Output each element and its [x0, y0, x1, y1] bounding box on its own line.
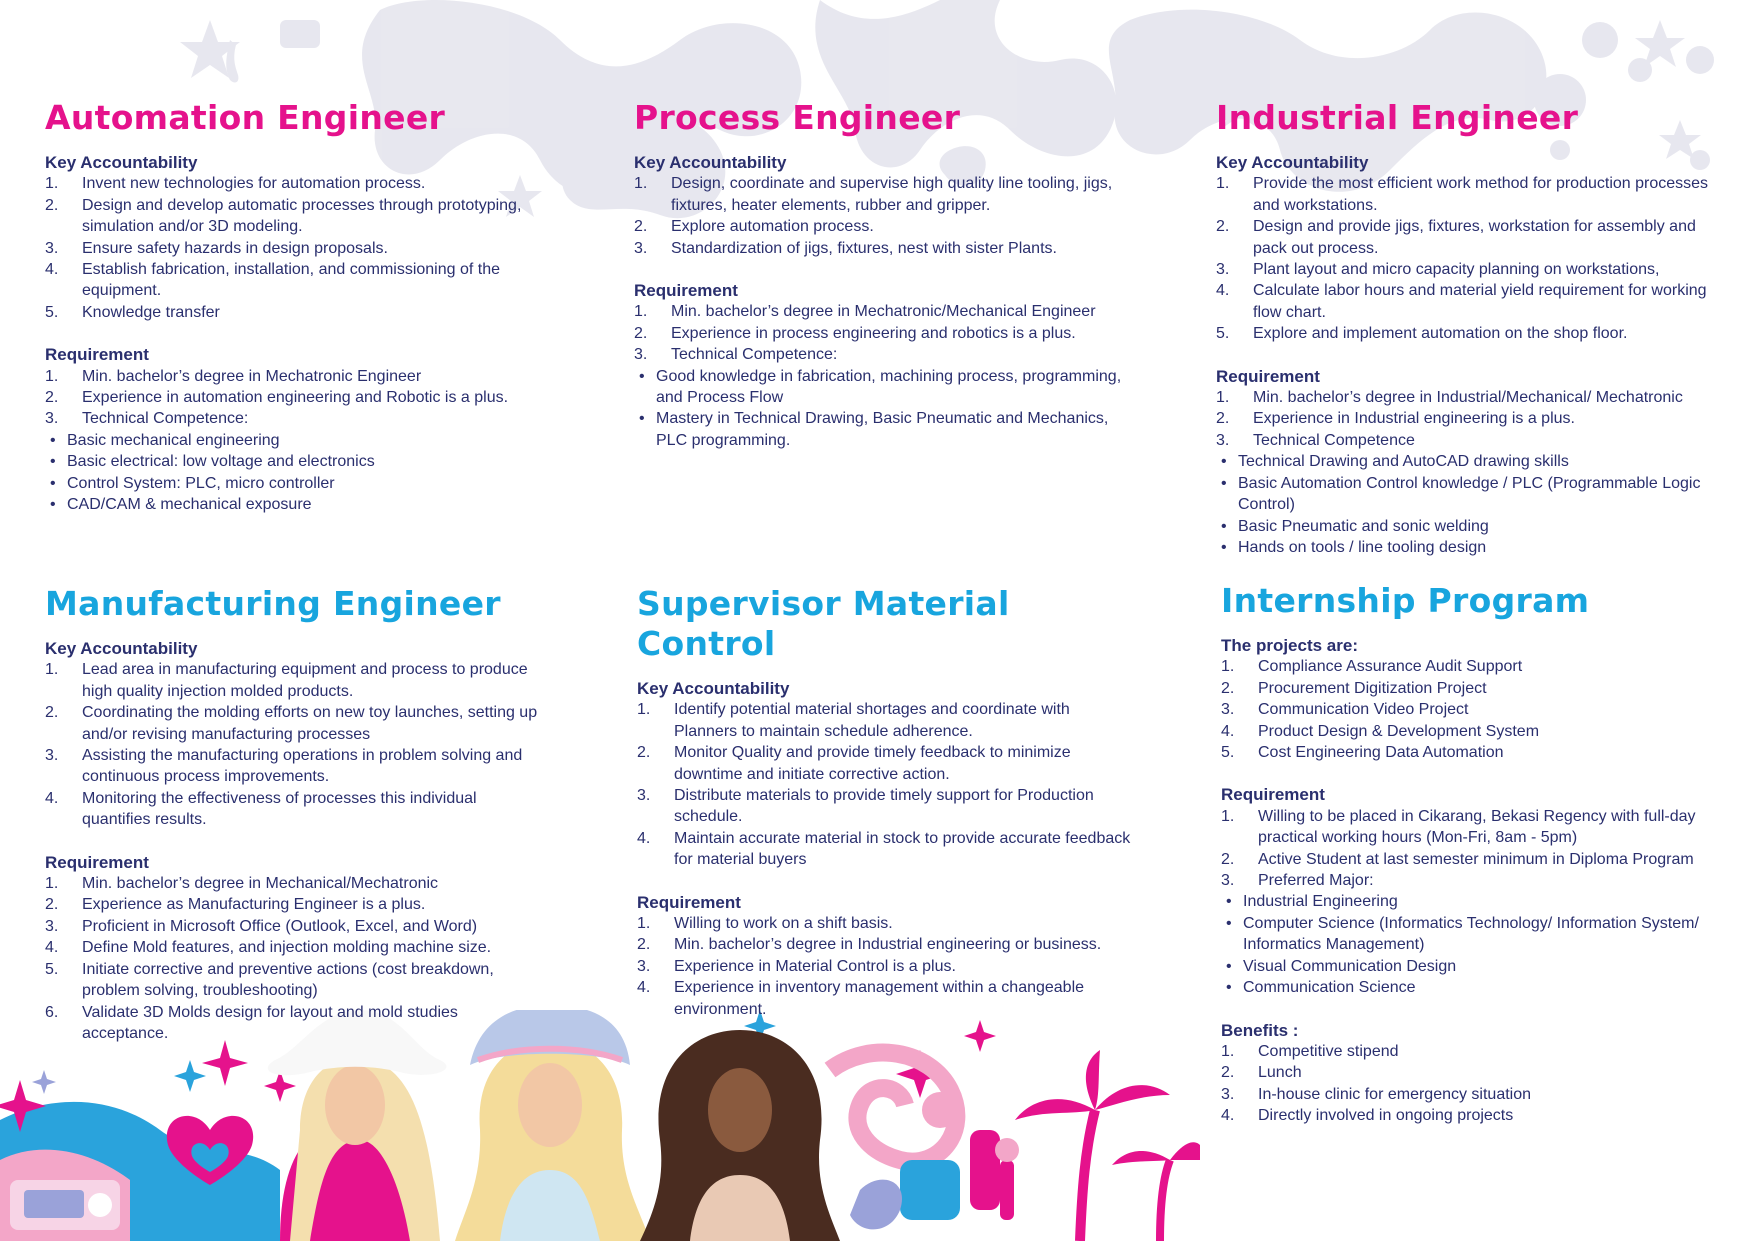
list-item: 3. Assisting the manufacturing operations in problem solving and continuous process improvements.	[45, 747, 523, 786]
list-item: 4. Establish fabrication, installation, and commissioning of the equipment.	[45, 261, 500, 300]
list-item: 1. Willing to work on a shift basis.	[637, 915, 893, 933]
list-item: 2. Experience as Manufacturing Engineer is a plus.	[45, 896, 426, 914]
bullet-item: • Basic electrical: low voltage and electronics	[45, 451, 545, 472]
title-internship-program: Internship Program	[1221, 581, 1590, 620]
list-item: 5. Explore and implement automation on the shop floor.	[1216, 325, 1628, 343]
list-item: 2. Min. bachelor’s degree in Industrial engineering or business.	[637, 936, 1102, 954]
key-accountability-list	[1216, 173, 1726, 344]
requirement-label: Requirement	[634, 281, 738, 301]
list-item: 2. Experience in process engineering and robotics is a plus.	[634, 324, 1076, 342]
section-manufacturing-engineer	[45, 584, 545, 1044]
list-item: 1. Invent new technologies for automation process.	[45, 175, 426, 193]
section-process-engineer	[634, 98, 1134, 451]
list-item: 1. Min. bachelor’s degree in Industrial/Mechanical/ Mechatronic	[1216, 389, 1683, 407]
list-item: 3. In-house clinic for emergency situation	[1221, 1085, 1532, 1103]
list-item: 1. Min. bachelor’s degree in Mechatronic Engineer	[45, 367, 422, 385]
camera-icon	[10, 1180, 120, 1230]
key-accountability-label: Key Accountability	[637, 679, 790, 698]
list-item: 2. Active Student at last semester minimum in Diploma Program	[1221, 850, 1694, 868]
key-accountability-list	[634, 173, 1134, 259]
list-item: 3. Technical Competence:	[634, 346, 838, 364]
list-item: 5. Cost Engineering Data Automation	[1221, 744, 1504, 762]
key-accountability-label: Key Accountability	[45, 153, 198, 172]
title-manufacturing-engineer: Manufacturing Engineer	[45, 584, 501, 623]
requirement-list	[45, 873, 545, 1044]
requirement-list	[1216, 387, 1726, 451]
bullet-item: • Basic Automation Control knowledge / PLC (Programmable Logic Control)	[1216, 473, 1726, 516]
list-item: 2. Lunch	[1221, 1064, 1302, 1082]
list-item: 4. Calculate labor hours and material yield requirement for working flow chart.	[1216, 282, 1707, 321]
list-item: 4. Product Design & Development System	[1221, 722, 1540, 740]
doll-cowgirl	[268, 1010, 447, 1241]
list-item: 3. Communication Video Project	[1221, 701, 1469, 719]
list-item: 2. Coordinating the molding efforts on new toy launches, setting up and/or revising manufacturing processes	[45, 704, 538, 743]
list-item: 1. Competitive stipend	[1221, 1042, 1399, 1060]
section-automation-engineer	[45, 98, 545, 516]
bullet-item: • Hands on tools / line tooling design	[1216, 537, 1726, 558]
preferred-major-bullet-list	[1221, 891, 1731, 998]
requirement-label: Requirement	[45, 345, 149, 365]
projects-label: The projects are:	[1221, 636, 1358, 655]
title-process-engineer: Process Engineer	[634, 98, 961, 137]
list-item: 3. Preferred Major:	[1221, 872, 1374, 890]
bullet-item: • Technical Drawing and AutoCAD drawing skills	[1216, 451, 1726, 472]
list-item: 1. Willing to be placed in Cikarang, Bekasi Regency with full-day practical working hours (Mon-Fri, 8am - 5pm)	[1221, 807, 1696, 847]
list-item: 3. Plant layout and micro capacity planning on workstations,	[1216, 261, 1660, 279]
key-accountability-label: Key Accountability	[634, 153, 787, 172]
requirement-list	[637, 913, 1137, 1020]
bullet-item: • Control System: PLC, micro controller	[45, 473, 545, 494]
list-item: 2. Monitor Quality and provide timely feedback to minimize downtime and initiate corrective action.	[637, 744, 1071, 783]
list-item: 5. Knowledge transfer	[45, 303, 220, 321]
list-item: 1. Compliance Assurance Audit Support	[1221, 658, 1523, 676]
list-item: 6. Validate 3D Molds design for layout and mold studies acceptance.	[45, 1003, 458, 1042]
doll-illustration	[0, 1010, 1200, 1241]
list-item: 2. Experience in automation engineering and Robotic is a plus.	[45, 389, 509, 407]
list-item: 2. Procurement Digitization Project	[1221, 679, 1487, 697]
list-item: 1. Design, coordinate and supervise high quality line tooling, jigs, fixtures, heater elements, rubber and gripper.	[634, 175, 1113, 214]
title-automation-engineer: Automation Engineer	[45, 98, 446, 137]
list-item: 3. Proficient in Microsoft Office (Outlook, Excel, and Word)	[45, 917, 478, 935]
section-supervisor-material-control	[637, 584, 1137, 1020]
key-accountability-list	[45, 659, 545, 830]
key-accountability-list	[637, 699, 1137, 870]
bullet-item: • Industrial Engineering	[1221, 891, 1731, 912]
list-item: 4. Directly involved in ongoing projects	[1221, 1107, 1514, 1125]
palm-tree-icon	[995, 1050, 1200, 1241]
section-internship-program	[1221, 581, 1731, 1127]
list-item: 1. Lead area in manufacturing equipment and process to produce high quality injection molded products.	[45, 661, 528, 700]
list-item: 1. Min. bachelor’s degree in Mechatronic/Mechanical Engineer	[634, 303, 1096, 321]
requirement-list	[634, 301, 1134, 365]
requirement-label: Requirement	[45, 852, 149, 872]
requirement-list	[45, 366, 545, 430]
bullet-item: • Computer Science (Informatics Technology/ Information System/ Informatics Management)	[1221, 913, 1731, 956]
bullet-item: • Communication Science	[1221, 977, 1731, 998]
doll-dark-hair	[640, 1030, 840, 1241]
title-supervisor-material-control: Supervisor Material Control	[637, 584, 1010, 663]
list-item: 1. Identify potential material shortages and coordinate with Planners to maintain schedule adherence.	[637, 701, 1070, 740]
bullet-item: • Visual Communication Design	[1221, 956, 1731, 977]
key-accountability-list	[45, 173, 545, 323]
section-industrial-engineer	[1216, 98, 1726, 558]
bullet-item: • Good knowledge in fabrication, machining process, programming, and Process Flow	[634, 366, 1134, 409]
bullet-item: • Basic mechanical engineering	[45, 430, 545, 451]
bullet-item: • CAD/CAM & mechanical exposure	[45, 494, 545, 515]
list-item: 1. Min. bachelor’s degree in Mechanical/Mechatronic	[45, 875, 439, 893]
list-item: 3. Technical Competence	[1216, 431, 1415, 449]
competence-bullet-list	[45, 430, 545, 516]
list-item: 2. Design and develop automatic processes through prototyping, simulation and/or 3D modeling.	[45, 196, 522, 236]
list-item: 2. Design and provide jigs, fixtures, workstation for assembly and pack out process.	[1216, 218, 1696, 257]
list-item: 4. Experience in inventory management within a changeable environment.	[637, 979, 1085, 1018]
bullet-item: • Basic Pneumatic and sonic welding	[1216, 516, 1726, 537]
list-item: 2. Explore automation process.	[634, 218, 874, 236]
requirement-label: Requirement	[1216, 366, 1320, 386]
list-item: 4. Monitoring the effectiveness of processes this individual quantifies results.	[45, 789, 477, 829]
projects-list	[1221, 656, 1731, 763]
competence-bullet-list	[1216, 451, 1726, 558]
benefits-list	[1221, 1041, 1731, 1127]
requirement-label: Requirement	[1221, 785, 1325, 805]
list-item: 1. Provide the most efficient work method for production processes and workstations.	[1216, 175, 1709, 214]
doll-pastel	[455, 1010, 650, 1241]
list-item: 4. Maintain accurate material in stock to provide accurate feedback for material buyers	[637, 829, 1131, 869]
bullet-item: • Mastery in Technical Drawing, Basic Pneumatic and Mechanics, PLC programming.	[634, 408, 1134, 451]
title-industrial-engineer: Industrial Engineer	[1216, 98, 1579, 137]
list-item: 5. Initiate corrective and preventive actions (cost breakdown, problem solving, troubleshooting)	[45, 960, 494, 1000]
key-accountability-label: Key Accountability	[45, 639, 198, 658]
list-item: 4. Define Mold features, and injection molding machine size.	[45, 939, 492, 957]
list-item: 2. Experience in Industrial engineering is a plus.	[1216, 410, 1575, 428]
requirement-list	[1221, 806, 1731, 892]
list-item: 3. Ensure safety hazards in design proposals.	[45, 239, 388, 257]
list-item: 3. Experience in Material Control is a plus.	[637, 957, 956, 975]
key-accountability-label: Key Accountability	[1216, 153, 1369, 172]
requirement-label: Requirement	[637, 892, 741, 912]
list-item: 3. Standardization of jigs, fixtures, nest with sister Plants.	[634, 239, 1057, 257]
list-item: 3. Distribute materials to provide timely support for Production schedule.	[637, 787, 1094, 826]
list-item: 3. Technical Competence:	[45, 410, 249, 428]
benefits-label: Benefits :	[1221, 1020, 1299, 1040]
competence-bullet-list	[634, 366, 1134, 452]
